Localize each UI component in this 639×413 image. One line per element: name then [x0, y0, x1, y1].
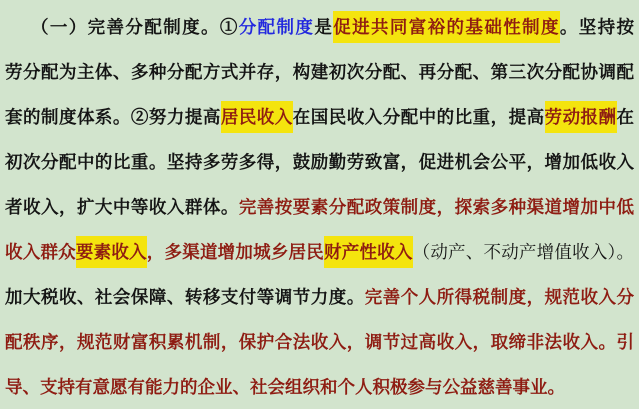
text-run: 。坚持按 — [559, 17, 635, 37]
text-line — [5, 5, 634, 50]
text-run: 完善按要素分配政策制度，探索多种渠道增加中低 — [238, 197, 635, 217]
page-bottom-edge — [0, 409, 639, 413]
text-run: 初次分配中的比重。坚持多劳多得，鼓励勤劳致富，促进机会公平，增加低收入 — [5, 152, 634, 172]
text-run: 分配制度 — [238, 17, 315, 37]
text-line — [5, 95, 634, 140]
highlighted-text: 劳动报酬 — [545, 101, 617, 133]
text-line — [5, 275, 634, 320]
text-line — [5, 365, 634, 410]
highlighted-text: 要素收入 — [76, 236, 147, 268]
text-line — [5, 320, 634, 365]
text-run: 在 — [616, 107, 635, 127]
text-line — [5, 230, 634, 275]
text-run: （动产、不动产增值收入）。 — [412, 242, 635, 262]
text-line — [5, 50, 634, 95]
highlighted-text: 财产性收入 — [324, 236, 413, 268]
text-line — [5, 185, 634, 230]
text-line — [5, 140, 634, 185]
text-run: （一）完善分配制度。① — [31, 17, 239, 37]
text-run: 配秩序，规范财富积累机制，保护合法收入，调节过高收入，取缔非法收入。引 — [5, 332, 634, 352]
text-run: 完善个人所得税制度，规范收入分 — [364, 287, 635, 307]
text-run: 导、支持有意愿有能力的企业、社会组织和个人积极参与公益慈善事业。 — [5, 377, 565, 397]
highlighted-text: 居民收入 — [221, 101, 293, 133]
text-run: 劳分配为主体、多种分配方式并存，构建初次分配、再分配、第三次分配协调配 — [5, 62, 634, 82]
text-run: ，多渠道增加城乡居民 — [146, 242, 324, 262]
text-run: 者收入，扩大中等收入群体。 — [5, 197, 239, 217]
text-run: 收入群众 — [5, 242, 76, 262]
text-run: 是 — [314, 17, 334, 37]
text-run: 加大税收、社会保障、转移支付等调节力度。 — [5, 287, 365, 307]
text-run: 套的制度体系。②努力提高 — [5, 107, 221, 127]
text-run: 在国民收入分配中的比重，提高 — [292, 107, 545, 127]
highlighted-text: 促进共同富裕的基础性制度 — [333, 11, 560, 43]
